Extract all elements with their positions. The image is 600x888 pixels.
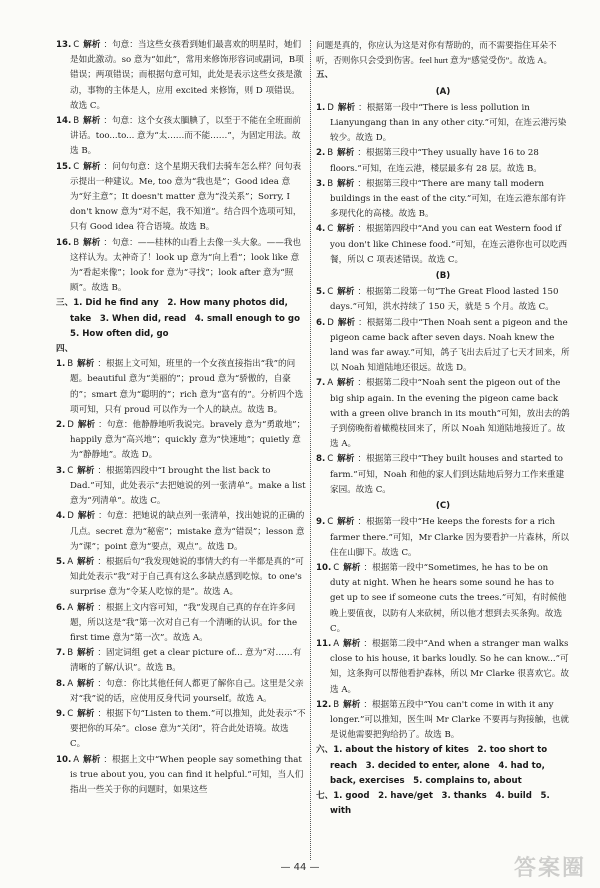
answer-choice: D (327, 102, 334, 113)
column-divider (310, 40, 311, 860)
explanation-tag: 解析 (83, 40, 101, 50)
answer-item (316, 101, 570, 147)
colon: ： (357, 178, 366, 189)
colon: ： (357, 454, 367, 465)
answer-choice: C (73, 161, 80, 172)
answer-choice: B (333, 699, 340, 710)
explanation-tag: 解析 (337, 454, 355, 465)
answer-choice: B (67, 648, 74, 659)
colon: ： (363, 699, 372, 710)
explanation-text: 根据上文可知，班里的一个女孩直接指出“我”的问题。beautiful 意为“美丽的”；proud 意为“骄傲的，自豪的”；smart 意为“聪明的”；rich 意为“富有的”。分析四个选项可知，只有 proud 可以作为一个人的缺点。故选 B。 (70, 359, 304, 415)
colon: ： (97, 359, 106, 370)
explanation-tag: 解析 (337, 178, 355, 189)
colon: ： (357, 378, 366, 389)
colon: ： (97, 708, 107, 719)
colon: ： (358, 317, 367, 328)
answer-item (56, 646, 306, 676)
colon: ： (357, 287, 367, 298)
answer-number: 3. (56, 465, 66, 476)
explanation-text: 句意：你比其他任何人都更了解你自己。这里是父亲对“我”说的话，应使用反身代词 yourself。故选 A。 (70, 678, 304, 704)
answer-number: 4. (316, 224, 326, 235)
answer-number: 12. (316, 699, 332, 710)
explanation-tag: 解析 (337, 517, 355, 528)
section-heading: 三、1. Did he find any 2. How many photos did, take 3. When did, read 4. small enough to go 5. How often did, go (56, 298, 309, 339)
answer-number: 1. (316, 102, 326, 113)
answer-number: 4. (56, 511, 66, 522)
continued-text: 问题是真的，你应认为这是对你有帮助的，而不需要指住耳朵不听，否则你只会受到伤害。feel hurt 意为“感觉受伤”。故选 A。 (316, 40, 557, 66)
answer-item (316, 698, 570, 744)
explanation-tag: 解析 (337, 378, 355, 389)
answer-choice: D (67, 420, 74, 431)
passage-label: (A) (435, 86, 451, 97)
colon: ： (97, 465, 107, 476)
answer-number: 16. (56, 237, 72, 248)
colon: ： (97, 648, 106, 659)
explanation-text: 根据后句“我发现她说的事情大约有一半都是真的”可知此处表示“我”对于自己真有这么多缺点感到吃惊。to one's surprise 意为“令某人吃惊的是”。故选 A。 (70, 556, 304, 598)
answer-number: 1. (56, 359, 66, 370)
answer-choice: A (327, 378, 334, 389)
colon: ： (363, 562, 373, 573)
answer-choice: C (333, 562, 340, 573)
explanation-tag: 解析 (77, 420, 96, 431)
answer-number: 10. (316, 562, 332, 573)
explanation-text: 根据第一段中“There is less pollution in Lianyungang than in any other city.”可知，在连云港污染较少。故选 D。 (330, 102, 567, 144)
colon: ： (358, 102, 367, 113)
answer-choice: C (67, 708, 74, 719)
answer-number: 2. (316, 148, 326, 159)
answer-item (56, 236, 306, 297)
answer-item (316, 515, 570, 561)
explanation-text: 问句句意：这个星期天我们去骑车怎么样？问句表示提出一种建议。Me, too 意为“我也是”；Good idea 意为“好主意”；It doesn't matter 意为“没关系”；Sorry, I don't know 意为“对不起，我不知道”。结合四个选项可知，只有 Good idea 符合语境。故选 B。 (70, 161, 302, 233)
explanation-tag: 解析 (77, 602, 95, 613)
colon: ： (357, 224, 367, 235)
answer-item (56, 418, 306, 464)
answer-item (316, 637, 570, 698)
colon: ： (103, 237, 112, 248)
answer-item (56, 464, 306, 510)
explanation-tag: 解析 (343, 699, 361, 710)
answer-item (56, 160, 306, 236)
colon: ： (97, 556, 106, 567)
answer-choice: B (67, 359, 74, 370)
answer-number: 3. (316, 178, 326, 189)
explanation-tag: 解析 (83, 237, 101, 248)
explanation-text: 句意：当这些女孩看到她们最喜欢的明星时，她们是如此激动。so 意为“如此”，常用来修饰形容词或副词，B项错误；两项错误；而根据句意可知，此处是表示这些女孩是激动，事物的主体是人，应用 excited 来修饰，则 D 项错误。故选 C。 (70, 40, 304, 111)
answer-number: 9. (316, 517, 326, 528)
watermark-logo: 答案圈 (513, 856, 586, 881)
section-heading: 五、 (316, 70, 334, 81)
explanation-tag: 解析 (83, 754, 101, 765)
answer-number: 5. (56, 556, 66, 567)
explanation-text: 根据第四段中“I brought the list back to Dad.”可知，此处表示“去把她说的列一张清单”。make a list 意为“列清单”。故选 C。 (70, 465, 306, 507)
colon: ： (363, 638, 372, 649)
answer-choice: D (67, 511, 74, 522)
colon: ： (103, 161, 113, 172)
answer-choice: C (327, 287, 334, 298)
explanation-text: 句意：把她说的缺点列一张清单，找出她说的正确的几点。secret 意为“秘密”；mistake 意为“错误”；lesson 意为“课”；point 意为“要点，观点”。故选 D。 (70, 511, 305, 552)
explanation-text: 句意：他静静地听我说完。bravely 意为“勇敢地”；happily 意为“高兴地”；quickly 意为“快速地”；quietly 意为“静静地”。故选 D。 (70, 420, 306, 461)
explanation-text: 根据上文中“When people say something that is true about you, you can find it helpful.”可知，当人们指出一些关于你的问题时，如果这些 (70, 754, 304, 795)
answer-choice: D (327, 317, 334, 328)
colon: ： (103, 754, 112, 765)
page-number: — 44 — (280, 862, 320, 873)
answer-number: 7. (316, 378, 326, 389)
colon: ： (357, 148, 366, 159)
answer-item (316, 561, 570, 637)
answer-item (56, 707, 306, 753)
answer-choice: C (327, 454, 334, 465)
answer-item (316, 146, 570, 176)
answer-number: 5. (316, 287, 326, 298)
answer-number: 6. (316, 317, 326, 328)
answer-item (56, 555, 306, 601)
answer-choice: A (67, 602, 74, 613)
answer-number: 11. (316, 638, 332, 649)
answer-item (316, 222, 570, 268)
answer-item (316, 452, 570, 498)
colon: ： (97, 678, 106, 689)
passage-label: (C) (435, 501, 451, 512)
answer-item (56, 509, 306, 555)
answer-item (56, 601, 306, 647)
answer-number: 6. (56, 602, 66, 613)
explanation-text: 根据第三段中“They built houses and started to farm.”可知，Noah 和他的家人们到达陆地后努力工作来重建家园。故选 C。 (330, 454, 565, 495)
answer-choice: C (67, 465, 74, 476)
explanation-tag: 解析 (337, 148, 355, 159)
explanation-text: 根据下句“Listen to them.”可以推知，此处表示“不要把你的耳朵”。close 意为“关闭”，符合此处语境。故选 C。 (70, 708, 306, 750)
explanation-tag: 解析 (77, 511, 96, 522)
explanation-text: 根据第二段中“Noah sent the pigeon out of the big ship again. In the evening the pigeon came back with a green olive branch in its mouth”可知，放出去的鸽子到傍晚衔着橄榄枝回来了，所以 Noah 知道陆地接近了。故选 A。 (330, 378, 570, 450)
answer-number: 7. (56, 648, 66, 659)
answer-number: 8. (56, 678, 66, 689)
answer-item (316, 376, 570, 452)
colon: ： (98, 420, 107, 431)
answer-choice: A (67, 678, 74, 689)
explanation-text: 根据第二段中“Then Noah sent a pigeon and the pigeon came back after seven days. Noah knew the land was far away.”可知，鸽子飞出去后过了七天才回来，所以 Noah 知道陆地还很远。故选 D。 (330, 317, 570, 374)
explanation-tag: 解析 (77, 648, 95, 659)
explanation-text: 固定词组 get a clear picture of... 意为“对……有清晰的了解/认识”。故选 B。 (70, 648, 302, 674)
explanation-tag: 解析 (77, 556, 95, 567)
colon: ： (357, 517, 367, 528)
answer-number: 14. (56, 116, 72, 127)
explanation-tag: 解析 (77, 678, 95, 689)
answer-item (56, 357, 306, 418)
explanation-tag: 解析 (337, 317, 356, 328)
answer-choice: A (333, 638, 340, 649)
colon: ： (97, 602, 106, 613)
section-heading: 六、1. about the history of kites 2. too short to reach 3. decided to enter, alone 4. had to, back, exercises 5. complains to, about (316, 745, 548, 786)
answer-item (316, 316, 570, 377)
right-column (316, 38, 570, 819)
explanation-tag: 解析 (83, 161, 101, 172)
answer-choice: B (73, 237, 80, 248)
answer-item (56, 38, 306, 114)
explanation-tag: 解析 (77, 465, 95, 476)
answer-choice: B (327, 178, 334, 189)
explanation-text: 根据第二段中“And when a stranger man walks close to his house, it barks loudly. So he can know...”可知，这条狗可以帮他看护森林，所以 Mr Clarke 很喜欢它。故选 A。 (330, 638, 570, 695)
explanation-text: 根据第一段中“He keeps the forests for a rich farmer there.”可知，Mr Clarke 因为要看护一片森林，所以住在山脚下。故选 C。 (330, 517, 570, 558)
left-column (56, 38, 309, 798)
explanation-text: 根据第三段中“There are many tall modern buildings in the east of the city.”可知，在连云港东部有许多现代化的高楼。故选 B。 (330, 178, 566, 220)
explanation-text: 根据第一段中“Sometimes, he has to be on duty at night. When he hears some sound he has to get up to see if someone cuts the trees.”可知，有时候他晚上要值夜，以防有人来砍树，所以他才想到去买条狗。故选 C。 (330, 562, 567, 634)
answer-number: 10. (56, 754, 72, 765)
explanation-tag: 解析 (337, 224, 355, 235)
explanation-tag: 解析 (343, 638, 361, 649)
explanation-text: 根据第二段第一句“The Great Flood lasted 150 days.”可知，洪水持续了 150 天，就是 5 个月。故选 C。 (330, 287, 559, 313)
answer-number: 8. (316, 454, 326, 465)
answer-item (56, 677, 306, 707)
explanation-tag: 解析 (337, 102, 356, 113)
explanation-tag: 解析 (83, 116, 101, 127)
answer-number: 2. (56, 420, 66, 431)
answer-item (316, 177, 570, 223)
colon: ： (98, 511, 107, 522)
answer-choice: C (327, 517, 334, 528)
answer-choice: B (327, 148, 334, 159)
section-heading: 四、 (56, 344, 74, 355)
answer-choice: B (73, 116, 80, 127)
colon: ： (103, 40, 113, 50)
answer-number: 13. (56, 40, 72, 50)
answer-choice: A (67, 556, 74, 567)
explanation-text: 根据第三段中“They usually have 16 to 28 floors.”可知，在连云港，楼层最多有 28 层。故选 B。 (330, 148, 542, 174)
answer-choice: A (73, 754, 80, 765)
answer-item (56, 114, 306, 160)
colon: ： (103, 116, 112, 127)
explanation-text: 句意：这个女孩太腼腆了，以至于不能在全班面前讲话。too...to... 意为“太……而不能……”，为固定用法。故选 B。 (70, 116, 302, 157)
explanation-text: 根据上文内容可知，“我”发现自己真的存在许多问题，所以这是“我”第一次对自己有一个清晰的认识。for the first time 意为“第一次”。故选 A。 (70, 602, 298, 643)
answer-item (316, 285, 570, 315)
answer-number: 9. (56, 708, 66, 719)
answer-item (56, 753, 306, 799)
answer-choice: C (73, 40, 80, 50)
explanation-tag: 解析 (77, 708, 95, 719)
explanation-text: 句意：——桂林的山看上去像一头大象。——我也这样认为。太神奇了！look up 意为“向上看”；look like 意为“看起来像”；look for 意为“寻找”；look after 意为“照顾”。故选 B。 (70, 237, 302, 294)
explanation-text: 根据第五段中“You can't come in with it any longer.”可以推知，医生叫 Mr Clarke 不要再与狗接触，也就是说他需要把狗给扔了。故选 B。 (330, 699, 569, 741)
explanation-text: 根据第四段中“And you can eat Western food if you don't like Chinese food.”可知，在连云港你也可以吃西餐，所以 C 项表述错误。故选 C。 (330, 224, 568, 265)
section-heading: 七、1. good 2. have/get 3. thanks 4. build 5. with (316, 790, 550, 817)
explanation-tag: 解析 (77, 359, 95, 370)
answer-number: 15. (56, 161, 72, 172)
explanation-tag: 解析 (343, 562, 361, 573)
answer-choice: C (327, 224, 334, 235)
explanation-tag: 解析 (337, 287, 355, 298)
passage-label: (B) (435, 271, 451, 282)
